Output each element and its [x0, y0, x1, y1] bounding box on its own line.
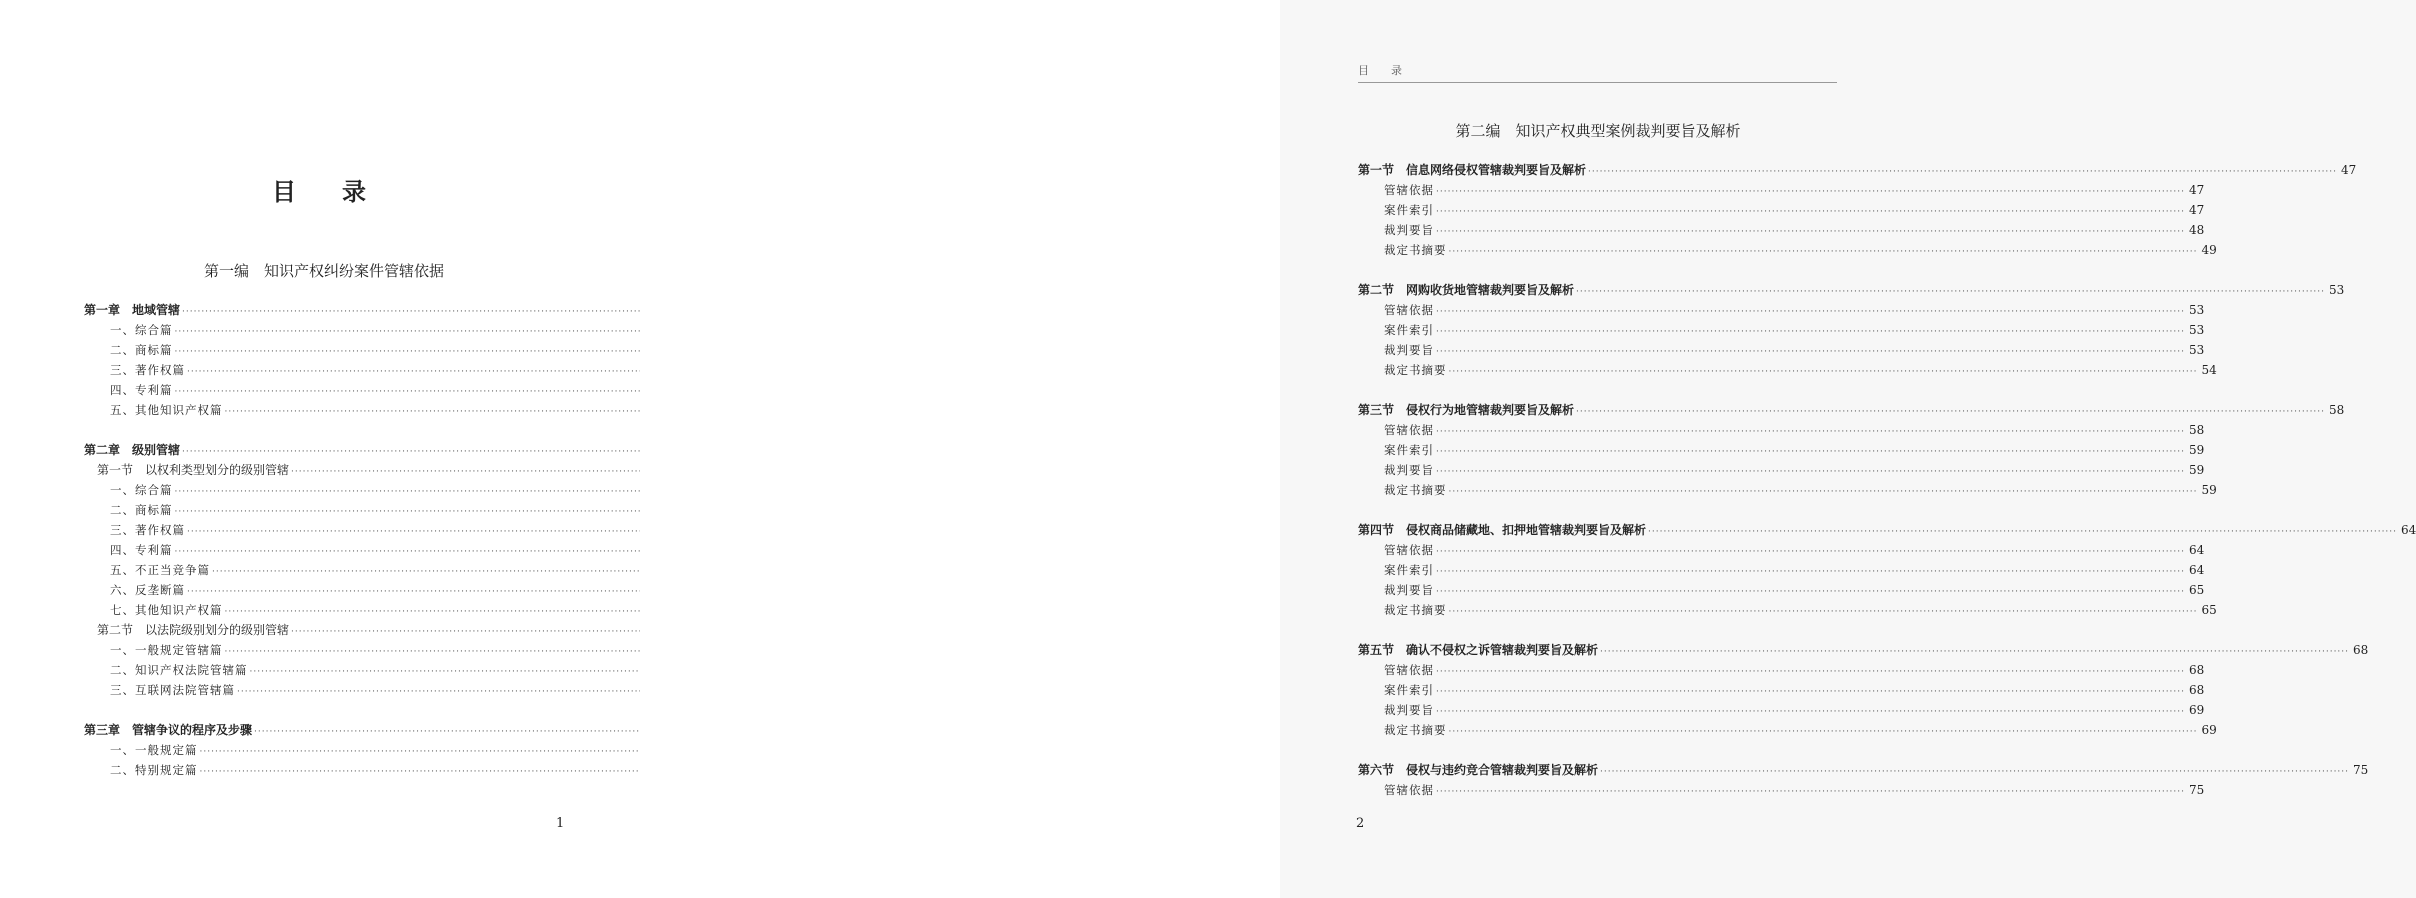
toc-entry[interactable]: 案件索引 ····· 47	[1358, 200, 1837, 220]
toc-entry[interactable]: 裁判要旨 ····· 69	[1358, 700, 1837, 720]
toc-entry[interactable]: 第一节 以权利类型划分的级别管辖 ·····	[84, 460, 563, 480]
toc-entry[interactable]: 管辖依据 ····· 75	[1358, 780, 1837, 800]
toc-entry[interactable]: 第二节 以法院级别划分的级别管辖 ·····	[84, 620, 563, 640]
toc-entry[interactable]: 四、专利篇 ·····	[84, 540, 563, 560]
toc-entry[interactable]: 第二章 级别管辖 ·····	[84, 440, 563, 460]
toc-title-char: 录	[342, 177, 368, 206]
toc-entry[interactable]: 管辖依据 ····· 47	[1358, 180, 1837, 200]
toc-entry[interactable]: 三、著作权篇 ·····	[84, 360, 563, 380]
toc-entry[interactable]: 第一章 地域管辖 ·····	[84, 300, 563, 320]
toc-entry[interactable]: 第四节 侵权商品储藏地、扣押地管辖裁判要旨及解析 ····· 64	[1358, 520, 1837, 540]
toc-entry[interactable]: 裁定书摘要 ····· 49	[1358, 240, 1837, 260]
toc-entry[interactable]: 第五节 确认不侵权之诉管辖裁判要旨及解析 ····· 68	[1358, 640, 1837, 660]
toc-entry[interactable]: 裁定书摘要 ····· 54	[1358, 360, 1837, 380]
toc-entry[interactable]: 第三章 管辖争议的程序及步骤 ·····	[84, 720, 563, 740]
toc-entry[interactable]: 六、反垄断篇 ·····	[84, 580, 563, 600]
toc-entry[interactable]: 五、其他知识产权篇 ·····	[84, 400, 563, 420]
toc-entry[interactable]: 一、一般规定管辖篇 ·····	[84, 640, 563, 660]
toc-entry[interactable]: 五、不正当竞争篇 ·····	[84, 560, 563, 580]
toc-list-left	[84, 300, 563, 780]
toc-entry[interactable]: 七、其他知识产权篇 ·····	[84, 600, 563, 620]
toc-entry[interactable]: 第六节 侵权与违约竞合管辖裁判要旨及解析 ····· 75	[1358, 760, 1837, 780]
toc-entry[interactable]: 裁判要旨 ····· 48	[1358, 220, 1837, 240]
toc-entry[interactable]: 二、商标篇 ·····	[84, 500, 563, 520]
toc-title-char: 目	[272, 177, 298, 206]
toc-entry[interactable]: 四、专利篇 ·····	[84, 380, 563, 400]
toc-entry[interactable]: 裁判要旨 ····· 65	[1358, 580, 1837, 600]
toc-entry[interactable]: 裁定书摘要 ····· 69	[1358, 720, 1837, 740]
toc-entry[interactable]: 管辖依据 ····· 58	[1358, 420, 1837, 440]
toc-entry[interactable]: 第二节 网购收货地管辖裁判要旨及解析 ····· 53	[1358, 280, 1837, 300]
page-number: 2	[1356, 816, 1365, 831]
toc-entry[interactable]: 二、知识产权法院管辖篇 ·····	[84, 660, 563, 680]
toc-entry[interactable]: 管辖依据 ····· 53	[1358, 300, 1837, 320]
part-two-title: 第二编 知识产权典型案例裁判要旨及解析	[1455, 122, 1741, 140]
toc-entry[interactable]: 二、特别规定篇 ·····	[84, 760, 563, 780]
toc-entry[interactable]: 裁定书摘要 ····· 59	[1358, 480, 1837, 500]
toc-entry[interactable]: 案件索引 ····· 53	[1358, 320, 1837, 340]
toc-entry[interactable]: 裁定书摘要 ····· 65	[1358, 600, 1837, 620]
toc-entry[interactable]: 一、综合篇 ·····	[84, 320, 563, 340]
toc-entry[interactable]: 裁判要旨 ····· 59	[1358, 460, 1837, 480]
toc-list-right	[1358, 160, 2416, 800]
left-page	[0, 0, 640, 898]
toc-entry[interactable]: 管辖依据 ····· 68	[1358, 660, 1837, 680]
toc-entry[interactable]: 一、综合篇 ·····	[84, 480, 563, 500]
toc-entry[interactable]: 三、著作权篇 ·····	[84, 520, 563, 540]
toc-entry[interactable]: 二、商标篇 ·····	[84, 340, 563, 360]
toc-entry[interactable]: 案件索引 ····· 59	[1358, 440, 1837, 460]
right-page	[640, 0, 2416, 898]
toc-entry[interactable]: 裁判要旨 ····· 53	[1358, 340, 1837, 360]
toc-entry[interactable]: 一、一般规定篇 ·····	[84, 740, 563, 760]
toc-entry[interactable]: 三、互联网法院管辖篇 ·····	[84, 680, 563, 700]
page-number: 1	[556, 816, 565, 831]
toc-entry[interactable]: 管辖依据 ····· 64	[1358, 540, 1837, 560]
toc-entry[interactable]: 第三节 侵权行为地管辖裁判要旨及解析 ····· 58	[1358, 400, 1837, 420]
toc-title	[0, 172, 640, 207]
toc-entry[interactable]: 第一节 信息网络侵权管辖裁判要旨及解析 ····· 47	[1358, 160, 1837, 180]
toc-entry[interactable]: 案件索引 ····· 64	[1358, 560, 1837, 580]
toc-entry[interactable]: 案件索引 ····· 68	[1358, 680, 1837, 700]
running-head: 目 录	[1358, 62, 1837, 83]
part-one-title: 第一编 知识产权纠纷案件管辖依据	[203, 262, 444, 280]
